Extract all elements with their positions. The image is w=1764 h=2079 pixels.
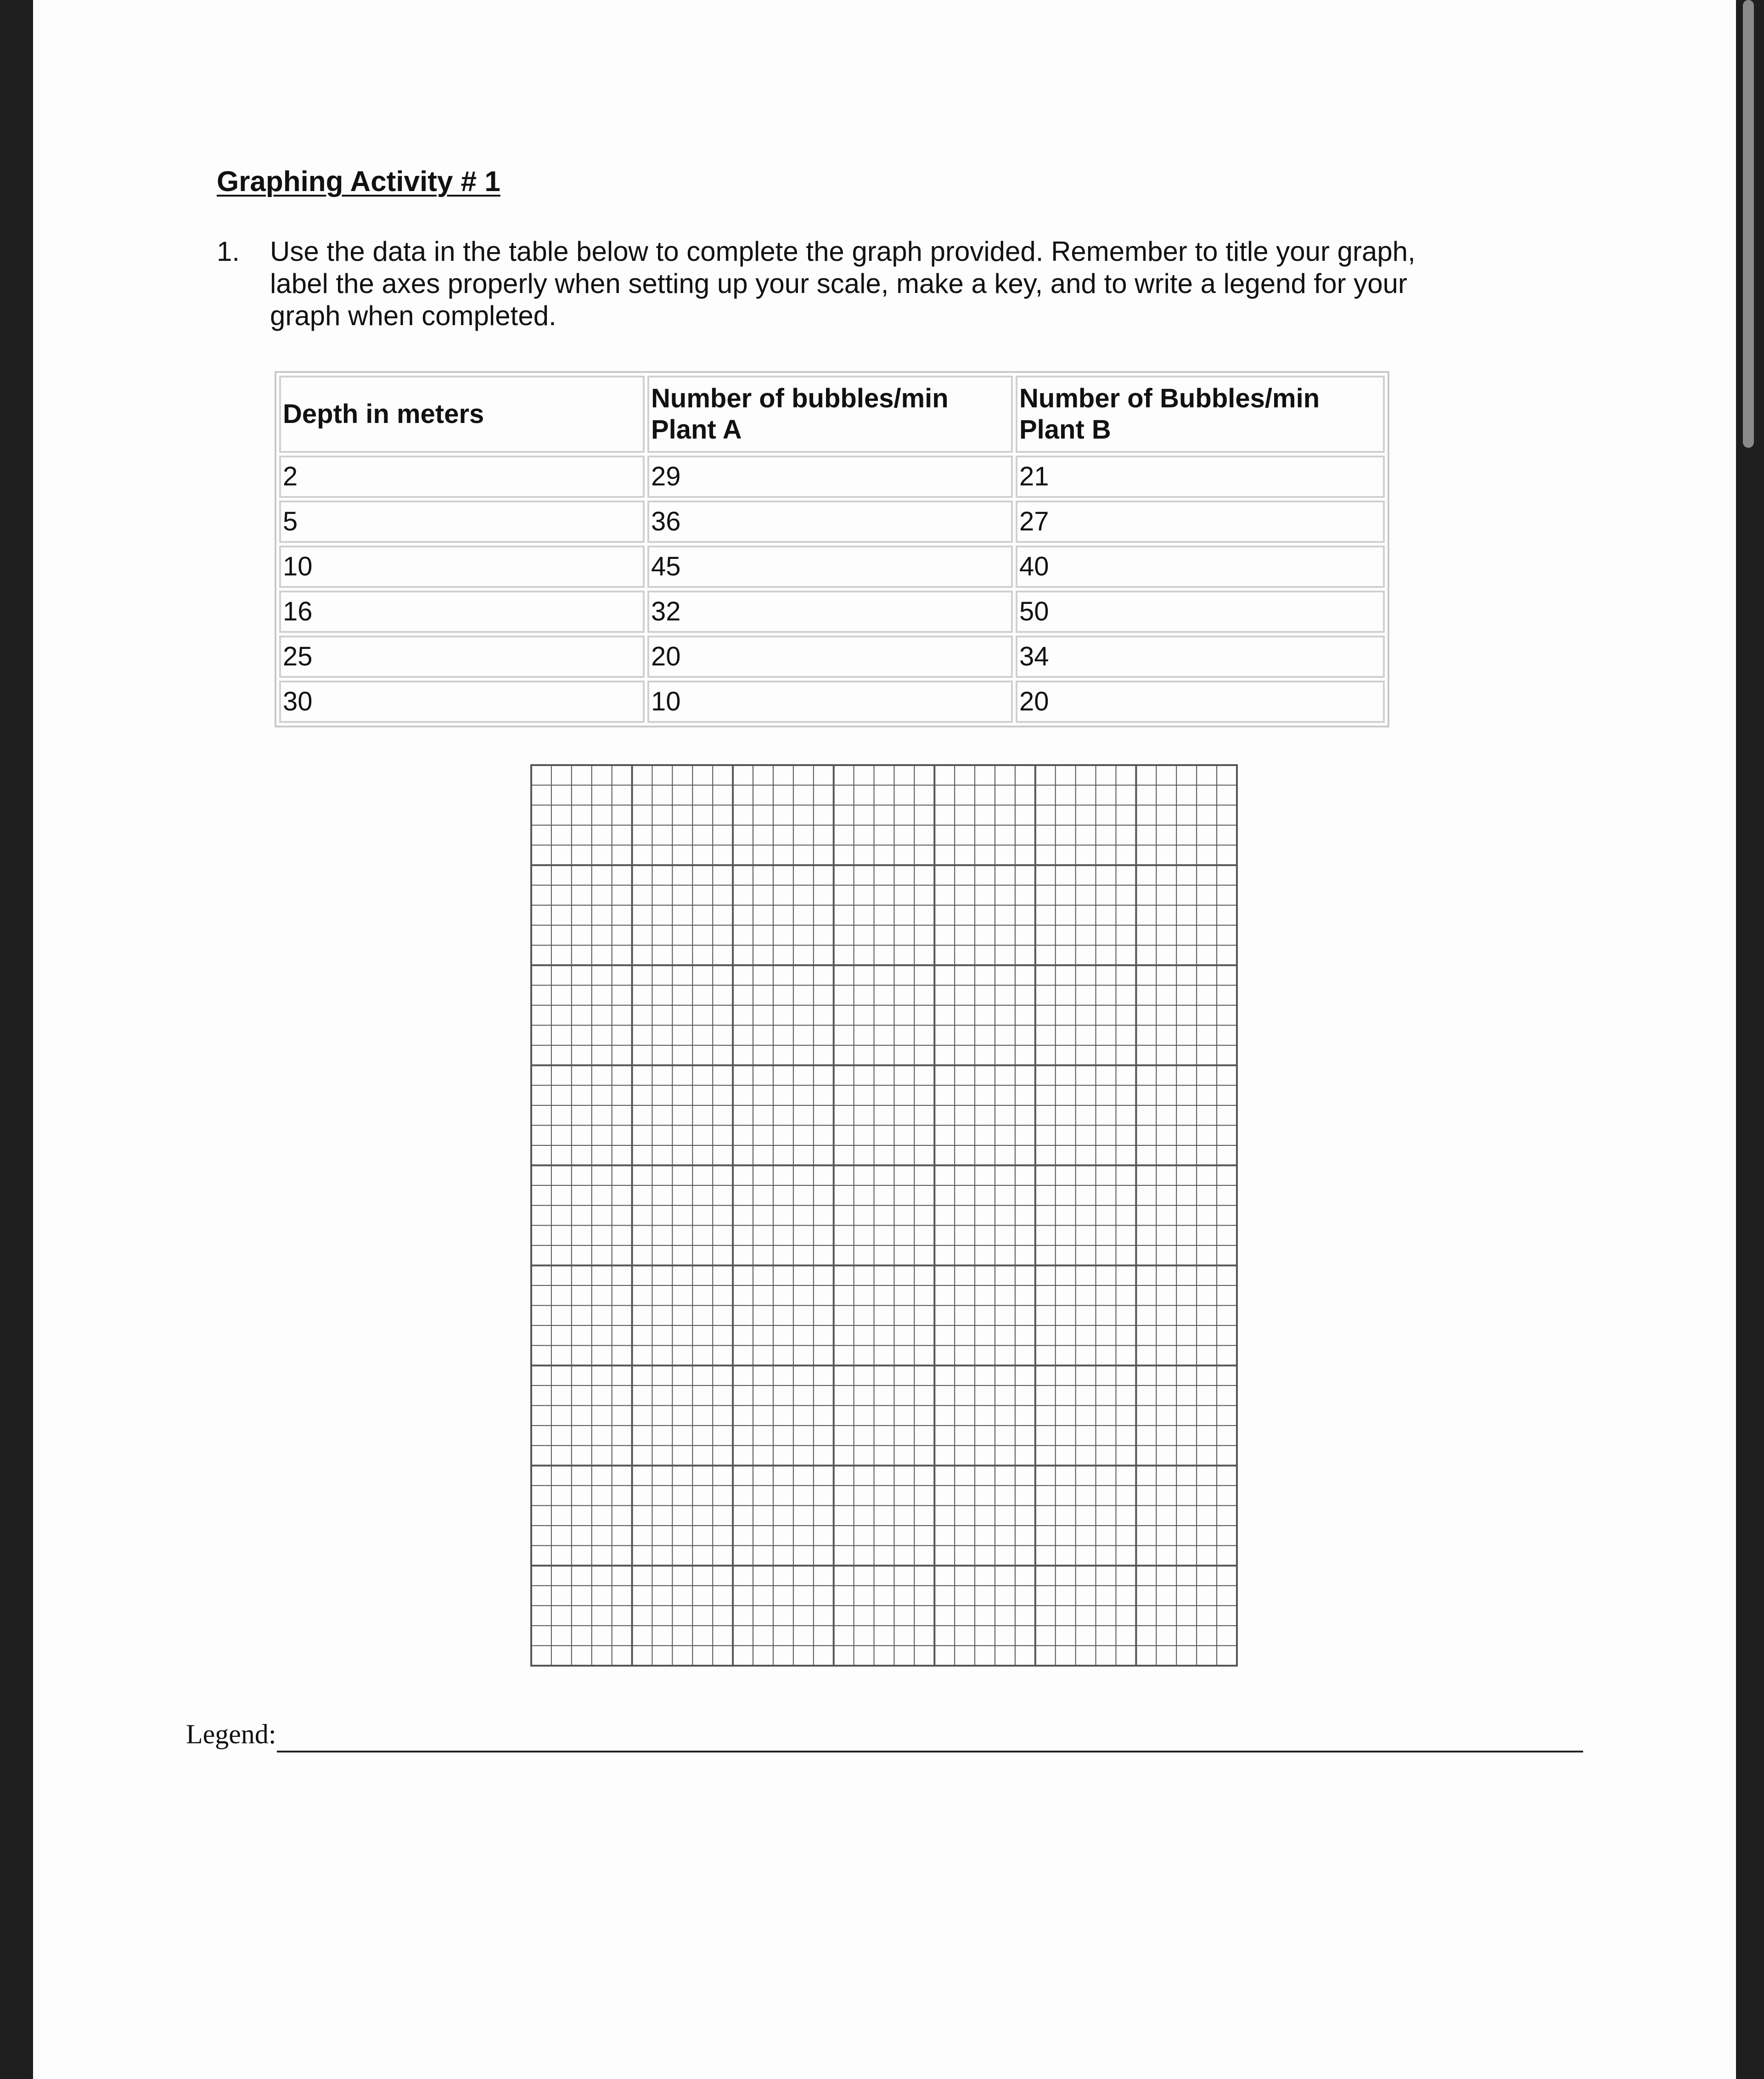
page-title: Graphing Activity # 1 [217, 166, 500, 197]
legend-label: Legend: [186, 1719, 276, 1749]
cell-plant-a: 29 [647, 456, 1013, 498]
table-row [279, 501, 1385, 543]
cell-depth: 30 [279, 681, 645, 723]
table-row [279, 546, 1385, 588]
cell-plant-b: 20 [1016, 681, 1385, 723]
header-plant-b-line2: Plant B [1019, 415, 1111, 445]
table-row [279, 456, 1385, 498]
cell-plant-a: 10 [647, 681, 1013, 723]
legend-write-line[interactable] [277, 1751, 1583, 1752]
cell-plant-a: 32 [647, 591, 1013, 633]
cell-depth: 5 [279, 501, 645, 543]
header-plant-a-line1: Number of bubbles/min [651, 383, 949, 413]
header-plant-b-line1: Number of Bubbles/min [1019, 383, 1320, 413]
cell-plant-b: 40 [1016, 546, 1385, 588]
cell-plant-a: 20 [647, 636, 1013, 678]
table-row [279, 591, 1385, 633]
cell-depth: 25 [279, 636, 645, 678]
cell-plant-b: 34 [1016, 636, 1385, 678]
header-plant-b [1016, 376, 1385, 453]
cell-depth: 2 [279, 456, 645, 498]
cell-plant-b: 21 [1016, 456, 1385, 498]
cell-plant-b: 50 [1016, 591, 1385, 633]
graph-paper-grid [530, 764, 1238, 1667]
table-row [279, 681, 1385, 723]
data-table [275, 371, 1389, 727]
cell-plant-a: 36 [647, 501, 1013, 543]
question-text: Use the data in the table below to complete the graph provided. Remember to title your graph, label the axes properly when setting up your scale, make a key, and to write a legend for your graph when completed. [270, 236, 1416, 331]
header-depth: Depth in meters [279, 376, 645, 453]
table-row [279, 636, 1385, 678]
table-header-row [279, 376, 1385, 453]
cell-plant-b: 27 [1016, 501, 1385, 543]
cell-depth: 10 [279, 546, 645, 588]
scrollbar-thumb[interactable] [1743, 0, 1754, 448]
header-plant-a-line2: Plant A [651, 415, 742, 445]
cell-plant-a: 45 [647, 546, 1013, 588]
header-plant-a [647, 376, 1013, 453]
cell-depth: 16 [279, 591, 645, 633]
question-number: 1. [217, 236, 240, 267]
